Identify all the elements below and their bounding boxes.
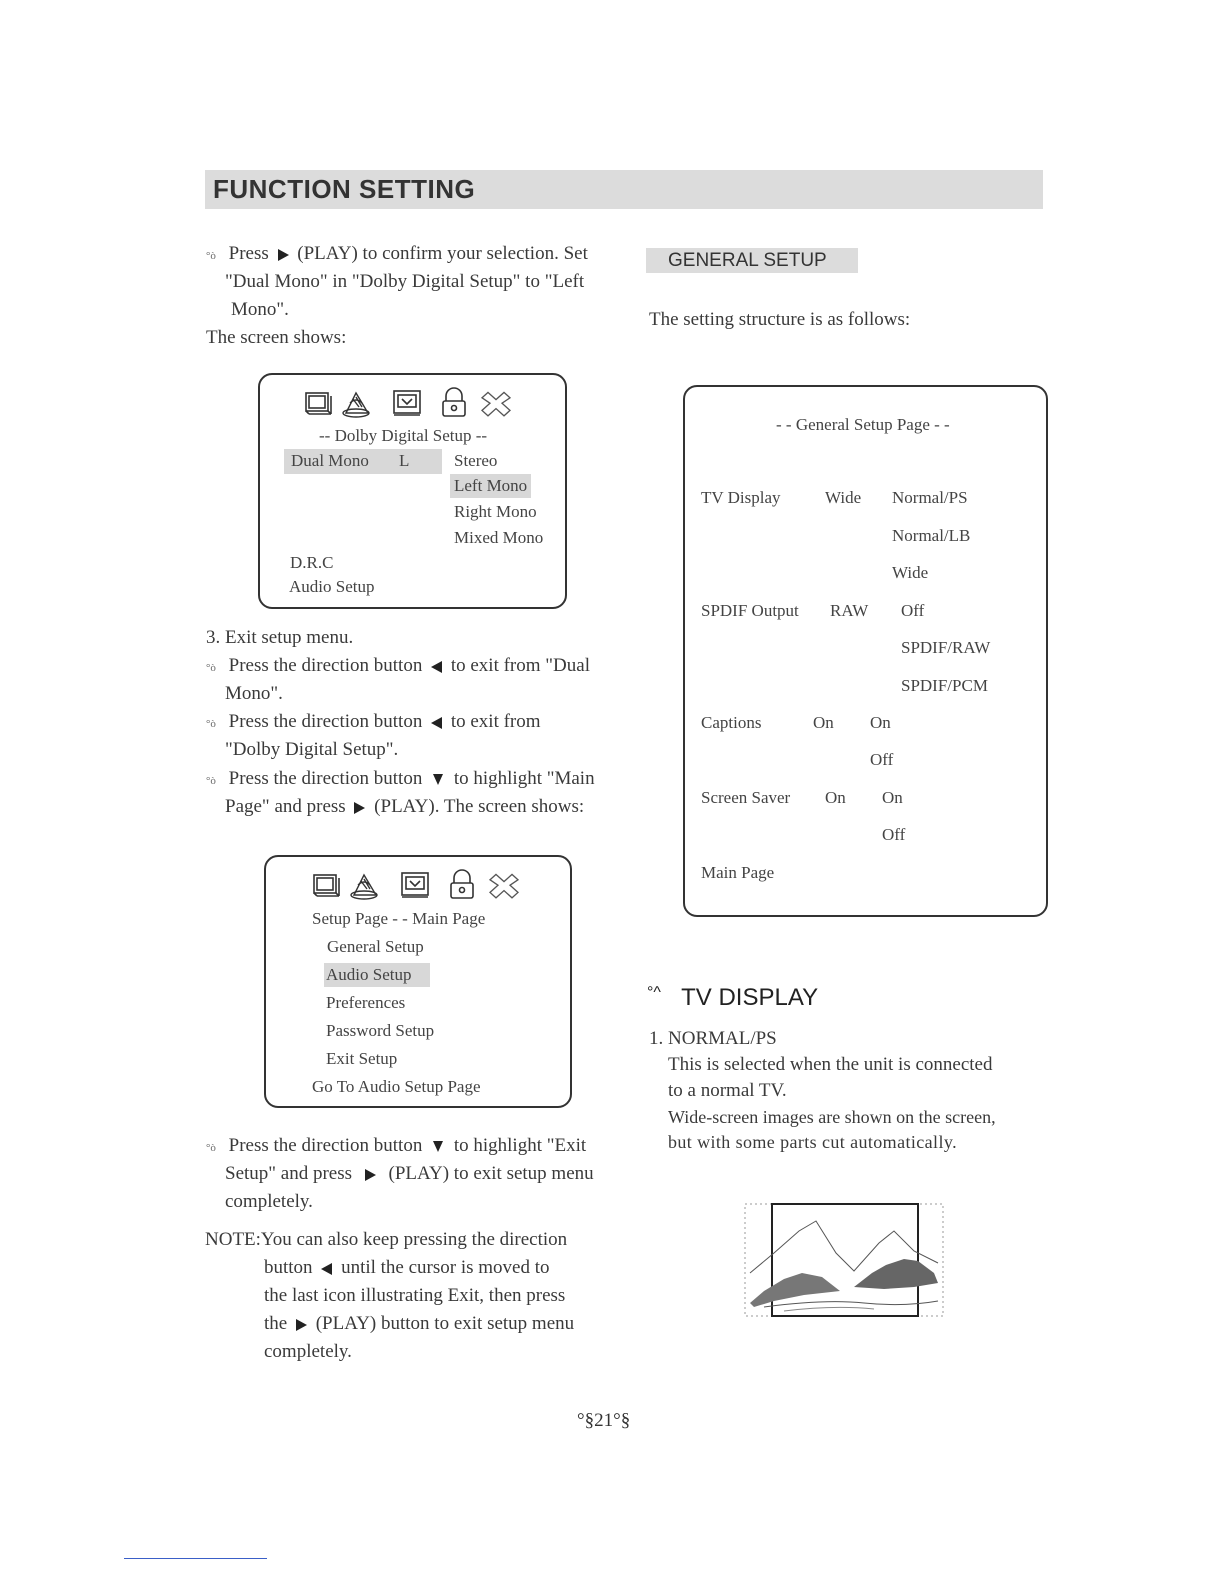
play-icon bbox=[278, 249, 289, 261]
general-page-title: - - General Setup Page - - bbox=[776, 415, 950, 434]
final-bullet-cont: Setup" and press (PLAY) to exit setup menu bbox=[225, 1163, 594, 1184]
intro-line-2: "Dual Mono" in "Dolby Digital Setup" to "Left bbox=[225, 271, 585, 292]
setup-icons-row bbox=[312, 869, 532, 901]
general-setup-icon bbox=[306, 393, 331, 414]
menu-item-exit-setup[interactable]: Exit Setup bbox=[326, 1049, 398, 1068]
menu-item-password-setup[interactable]: Password Setup bbox=[326, 1021, 435, 1040]
audio-setup-item[interactable]: Audio Setup bbox=[289, 577, 375, 596]
note-line-1: NOTE:You can also keep pressing the direction bbox=[205, 1229, 568, 1250]
left-arrow-icon bbox=[431, 661, 442, 673]
page-title: FUNCTION SETTING bbox=[213, 174, 476, 204]
tv-option-wide[interactable]: Wide bbox=[892, 563, 929, 582]
preferences-icon bbox=[402, 873, 428, 897]
final-bullet-end: completely. bbox=[225, 1191, 313, 1212]
left-arrow-icon bbox=[431, 717, 442, 729]
play-icon bbox=[365, 1169, 376, 1181]
spdif-output-label[interactable]: SPDIF Output bbox=[701, 601, 799, 620]
option-stereo[interactable]: Stereo bbox=[454, 451, 498, 470]
left-arrow-icon bbox=[321, 1263, 332, 1275]
tv-display-label[interactable]: TV Display bbox=[701, 488, 781, 507]
captions-option-off[interactable]: Off bbox=[870, 750, 894, 769]
option-right-mono[interactable]: Right Mono bbox=[454, 502, 537, 521]
exit-bullet-3-cont: Page" and press (PLAY). The screen shows: bbox=[225, 796, 585, 817]
intro-line-1: °ò Press (PLAY) to confirm your selection. Set bbox=[206, 243, 588, 264]
captions-value: On bbox=[813, 713, 834, 732]
tv-option-normal-ps[interactable]: Normal/PS bbox=[892, 488, 968, 507]
note-line-3: the last icon illustrating Exit, then press bbox=[264, 1285, 566, 1306]
exit-bullet-2: °ò Press the direction button to exit from bbox=[206, 711, 541, 732]
general-setup-screen bbox=[683, 385, 1048, 917]
tv-display-desc-4: but with some parts cut automatically. bbox=[668, 1132, 957, 1152]
dual-mono-value: L bbox=[399, 451, 410, 470]
menu-item-audio-setup[interactable]: Audio Setup bbox=[324, 963, 430, 987]
tv-option-normal-lb[interactable]: Normal/LB bbox=[892, 526, 971, 545]
tv-display-desc-2: to a normal TV. bbox=[668, 1080, 787, 1101]
exit-bullet-1: °ò Press the direction button to exit from "Dual bbox=[206, 655, 590, 676]
general-setup-section-label: GENERAL SETUP bbox=[646, 248, 858, 273]
exit-bullet-1-cont: Mono". bbox=[225, 683, 283, 704]
down-arrow-icon bbox=[433, 1141, 443, 1152]
option-mixed-mono[interactable]: Mixed Mono bbox=[454, 528, 544, 547]
main-page-screen bbox=[264, 855, 572, 1108]
password-lock-icon bbox=[451, 870, 473, 898]
note-line-5: completely. bbox=[264, 1341, 352, 1362]
intro-line-3: Mono". bbox=[231, 299, 289, 320]
final-bullet: °ò Press the direction button to highlight "Exit bbox=[206, 1135, 587, 1156]
tv-display-value: Wide bbox=[825, 488, 862, 507]
screen-saver-option-on[interactable]: On bbox=[882, 788, 903, 807]
footer-divider bbox=[124, 1558, 267, 1559]
tv-display-desc-1: This is selected when the unit is connected bbox=[668, 1054, 993, 1075]
audio-setup-icon bbox=[351, 875, 377, 899]
exit-step: 3. Exit setup menu. bbox=[206, 627, 354, 648]
spdif-option-raw[interactable]: SPDIF/RAW bbox=[901, 638, 991, 657]
audio-setup-icon bbox=[343, 393, 369, 417]
dolby-menu-title: -- Dolby Digital Setup -- bbox=[319, 426, 488, 445]
bullet-marker: °ò bbox=[206, 250, 216, 262]
screen-shows-text: The screen shows: bbox=[206, 327, 347, 348]
menu-item-preferences[interactable]: Preferences bbox=[326, 993, 406, 1012]
exit-bullet-2-cont: "Dolby Digital Setup". bbox=[225, 739, 399, 760]
pan-scan-illustration bbox=[744, 1203, 944, 1317]
preferences-icon bbox=[394, 391, 420, 415]
setup-icons-row bbox=[304, 387, 524, 419]
note-line-2: button until the cursor is moved to bbox=[264, 1257, 550, 1278]
dual-mono-row[interactable] bbox=[284, 449, 442, 474]
option-left-mono[interactable]: Left Mono bbox=[450, 474, 531, 498]
spdif-option-off[interactable]: Off bbox=[901, 601, 925, 620]
main-page-item[interactable]: Main Page bbox=[701, 863, 775, 882]
play-icon bbox=[354, 802, 365, 814]
structure-text: The setting structure is as follows: bbox=[649, 309, 911, 330]
dual-mono-label: Dual Mono bbox=[291, 451, 369, 470]
screen-saver-option-off[interactable]: Off bbox=[882, 825, 906, 844]
exit-icon bbox=[490, 874, 518, 897]
main-menu-title: Setup Page - - Main Page bbox=[312, 909, 486, 928]
dolby-setup-screen bbox=[258, 373, 567, 609]
menu-item-general-setup[interactable]: General Setup bbox=[327, 937, 424, 956]
main-menu-footer: Go To Audio Setup Page bbox=[312, 1077, 481, 1096]
tv-display-item: 1. NORMAL/PS bbox=[649, 1028, 777, 1049]
note-line-4: the (PLAY) button to exit setup menu bbox=[264, 1313, 575, 1334]
captions-option-on[interactable]: On bbox=[870, 713, 891, 732]
play-icon bbox=[296, 1319, 307, 1331]
screen-saver-value: On bbox=[825, 788, 846, 807]
down-arrow-icon bbox=[433, 774, 443, 785]
screen-saver-label[interactable]: Screen Saver bbox=[701, 788, 791, 807]
general-setup-icon bbox=[314, 875, 339, 896]
drc-item[interactable]: D.R.C bbox=[290, 553, 334, 572]
spdif-output-value: RAW bbox=[830, 601, 869, 620]
exit-icon bbox=[482, 392, 510, 415]
captions-label[interactable]: Captions bbox=[701, 713, 762, 732]
tv-display-desc-3: Wide-screen images are shown on the screen, bbox=[668, 1107, 996, 1127]
password-lock-icon bbox=[443, 388, 465, 416]
page-number: °§21°§ bbox=[577, 1410, 631, 1431]
spdif-option-pcm[interactable]: SPDIF/PCM bbox=[901, 676, 988, 695]
tv-display-heading: °^ TV DISPLAY bbox=[647, 984, 819, 1011]
exit-bullet-3: °ò Press the direction button to highlight "Main bbox=[206, 768, 595, 789]
